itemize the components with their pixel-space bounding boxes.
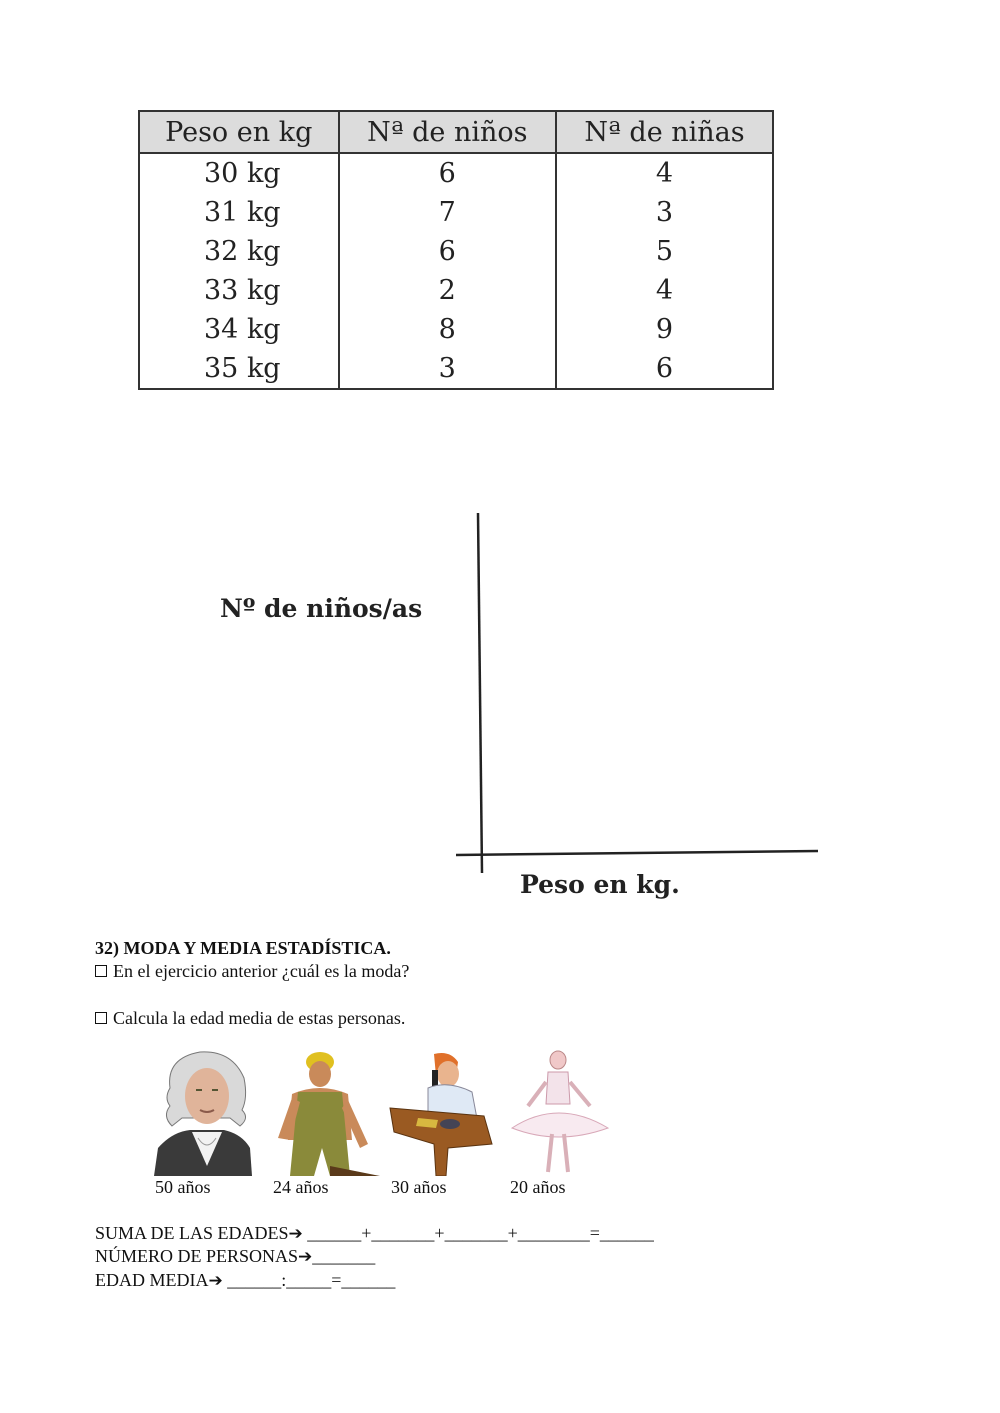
age-label: 20 años xyxy=(510,1177,566,1197)
cell-boys: 6 xyxy=(339,232,557,271)
cell-girls: 3 xyxy=(655,197,674,228)
cell-girls: 5 xyxy=(655,236,674,267)
sum-blanks[interactable]: ______+_______+_______+________=______ xyxy=(302,1223,654,1243)
cell-weight: 33 kg xyxy=(140,271,339,310)
count-blank[interactable]: _______ xyxy=(312,1246,376,1266)
cell-girls: 9 xyxy=(655,314,674,345)
mean-label: EDAD MEDIA xyxy=(95,1270,209,1290)
count-label: NÚMERO DE PERSONAS xyxy=(95,1246,299,1266)
weights-table xyxy=(138,110,774,390)
sum-of-ages-line xyxy=(95,1222,654,1245)
table-row xyxy=(140,193,772,232)
arrow-right-icon: ➔ xyxy=(298,1247,313,1267)
mean-age-line xyxy=(95,1269,395,1292)
header-girls: Nª de niñas xyxy=(556,112,772,153)
header-weight: Peso en kg xyxy=(140,112,339,153)
table-header-row xyxy=(140,112,772,153)
cell-girls: 4 xyxy=(655,158,674,189)
y-axis-line xyxy=(478,513,482,873)
checkbox[interactable] xyxy=(95,1012,107,1024)
cell-boys: 7 xyxy=(339,193,557,232)
cell-weight: 31 kg xyxy=(140,193,339,232)
old-man-portrait-icon xyxy=(152,1048,262,1176)
table-row xyxy=(140,153,772,193)
question-mean-age-text: Calcula la edad media de estas personas. xyxy=(113,1008,406,1028)
table-row xyxy=(140,232,772,271)
checkbox[interactable] xyxy=(95,965,107,977)
cell-boys: 8 xyxy=(339,310,557,349)
question-mean-age xyxy=(95,1007,405,1029)
header-boys: Nª de niños xyxy=(339,112,557,153)
cell-weight: 35 kg xyxy=(140,349,339,388)
arrow-right-icon: ➔ xyxy=(288,1224,303,1244)
mean-blanks[interactable]: ______:_____=______ xyxy=(222,1270,396,1290)
age-label: 50 años xyxy=(155,1177,211,1197)
sum-label: SUMA DE LAS EDADES xyxy=(95,1223,289,1243)
blank-graph-axes xyxy=(450,505,830,885)
office-woman-phone-icon xyxy=(388,1048,498,1176)
cell-boys: 2 xyxy=(339,271,557,310)
number-of-people-line xyxy=(95,1245,375,1268)
cell-boys: 6 xyxy=(339,153,557,193)
cell-weight: 30 kg xyxy=(140,153,339,193)
cell-weight: 34 kg xyxy=(140,310,339,349)
cell-girls: 6 xyxy=(655,353,674,384)
cell-girls: 4 xyxy=(655,275,674,306)
ballerina-icon xyxy=(508,1048,618,1176)
section-title: 32) MODA Y MEDIA ESTADÍSTICA. xyxy=(95,938,391,958)
cell-weight: 32 kg xyxy=(140,232,339,271)
cell-boys: 3 xyxy=(339,349,557,388)
question-mode xyxy=(95,960,409,982)
age-label: 30 años xyxy=(391,1177,447,1197)
table-row xyxy=(140,310,772,349)
graph-y-axis-label: Nº de niños/as xyxy=(220,594,423,623)
age-label: 24 años xyxy=(273,1177,329,1197)
graph-x-axis-label: Peso en kg. xyxy=(520,870,680,899)
question-mode-text: En el ejercicio anterior ¿cuál es la moda? xyxy=(113,961,410,981)
table-row xyxy=(140,271,772,310)
worker-man-icon xyxy=(270,1048,380,1176)
arrow-right-icon: ➔ xyxy=(208,1271,223,1291)
x-axis-line xyxy=(456,851,818,855)
table-row xyxy=(140,349,772,388)
